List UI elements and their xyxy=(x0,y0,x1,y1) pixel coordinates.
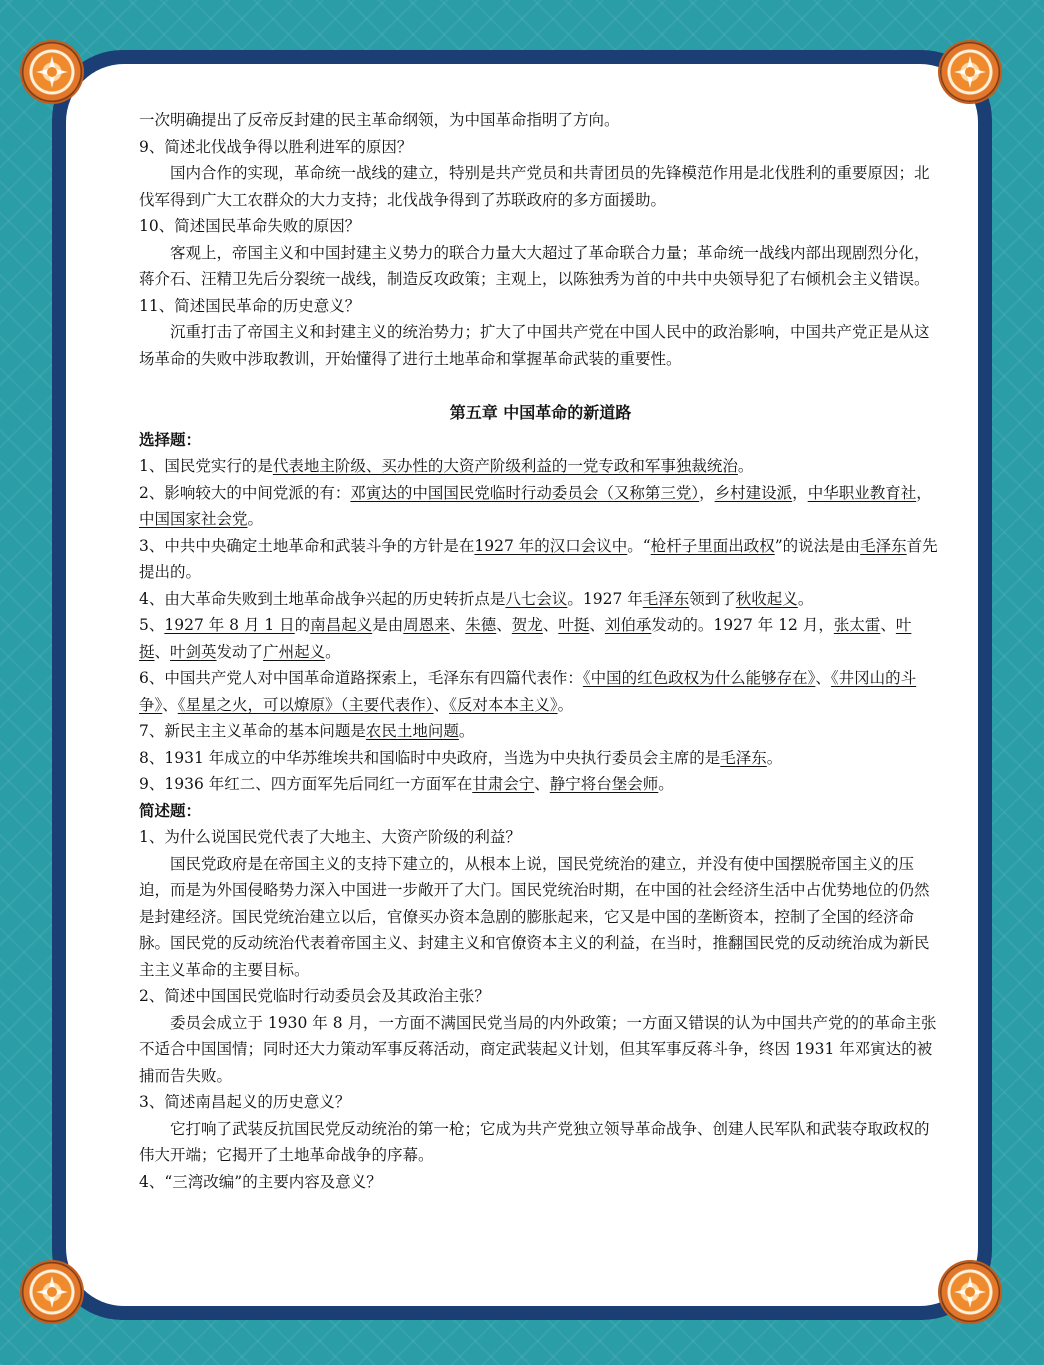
choice-item-7: 7、新民主主义革命的基本问题是农民土地问题。 xyxy=(139,722,475,740)
choice-item-3: 3、中共中央确定土地革命和武装斗争的方针是在1927 年的汉口会议中。“枪杆子里面出政权”的说法是由毛泽东首先提出的。 xyxy=(139,536,938,581)
chapter-title: 第五章 中国革命的新道路 xyxy=(449,403,632,422)
question: 3、简述南昌起义的历史意义？ xyxy=(139,1093,351,1111)
question: 2、简述中国国民党临时行动委员会及其政治主张？ xyxy=(139,987,490,1005)
choice-item-2: 2、影响较大的中间党派的有：邓寅达的中国国民党临时行动委员会（又称第三党），乡村建设派，中华职业教育社，中国国家社会党。 xyxy=(139,483,932,528)
answer: 沉重打击了帝国主义和封建主义的统治势力；扩大了中国共产党在中国人民中的政治影响，中国共产党正是从这场革命的失败中涉取教训，开始懂得了进行土地革命和掌握革命武装的重要性。 xyxy=(139,323,930,368)
section-heading: 简述题： xyxy=(139,800,202,820)
paragraph: 一次明确提出了反帝反封建的民主革命纲领，为中国革命指明了方向。 xyxy=(139,111,620,129)
answer: 国民党政府是在帝国主义的支持下建立的，从根本上说，国民党统治的建立，并没有使中国摆脱帝国主义的压迫，而是为外国侵略势力深入中国进一步敞开了大门。国民党统治时期，在中国的社会经济生活中占优势地位的仍然是封建经济。国民党统治建立以后，官僚买办资本急剧的膨胀起来，它又是中国的垄断资本，控制了全国的经济命脉。国民党的反动统治代表着帝国主义、封建主义和官僚资本主义的利益，在当时，推翻国民党的反动统治成为新民主主义革命的主要目标。 xyxy=(139,854,930,979)
corner-medallion-icon xyxy=(940,1262,1000,1322)
choice-item-1: 1、国民党实行的是代表地主阶级、买办性的大资产阶级利益的一党专政和军事独裁统治。 xyxy=(139,457,754,475)
corner-medallion-icon xyxy=(940,42,1000,102)
question: 10、简述国民革命失败的原因？ xyxy=(139,217,361,235)
choice-item-6: 6、中国共产党人对中国革命道路探索上，毛泽东有四篇代表作：《中国的红色政权为什么能够存在》、《井冈山的斗争》、《星星之火，可以燎原》（主要代表作）、《反对本本主义》。 xyxy=(139,669,917,714)
corner-medallion-icon xyxy=(22,1262,82,1322)
answer: 客观上，帝国主义和中国封建主义势力的联合力量大大超过了革命联合力量；革命统一战线内部出现剧烈分化，蒋介石、汪精卫先后分裂统一战线，制造反攻政策；主观上，以陈独秀为首的中共中央领导犯了右倾机会主义错误。 xyxy=(139,243,930,288)
document-body xyxy=(139,107,942,1195)
question: 9、简述北伐战争得以胜利进军的原因？ xyxy=(139,137,413,156)
choice-item-4: 4、由大革命失败到土地革命战争兴起的历史转折点是八七会议。1927 年毛泽东领到了秋收起义。 xyxy=(139,589,814,608)
section-heading: 选择题： xyxy=(139,429,202,449)
corner-medallion-icon xyxy=(22,42,82,102)
answer: 它打响了武装反抗国民党反动统治的第一枪；它成为共产党独立领导革命战争、创建人民军队和武装夺取政权的伟大开端；它揭开了土地革命战争的序幕。 xyxy=(139,1119,930,1164)
question: 4、“三湾改编”的主要内容及意义？ xyxy=(139,1172,382,1191)
question: 1、为什么说国民党代表了大地主、大资产阶级的利益？ xyxy=(139,828,521,846)
choice-item-9: 9、1936 年红二、四方面军先后同红一方面军在甘肃会宁、静宁将台堡会师。 xyxy=(139,775,674,793)
answer: 国内合作的实现，革命统一战线的建立，特别是共产党员和共青团员的先锋模范作用是北伐胜利的重要原因；北伐军得到广大工农群众的大力支持；北伐战争得到了苏联政府的多方面援助。 xyxy=(139,164,930,209)
choice-item-5: 5、1927 年 8 月 1 日的南昌起义是由周恩来、朱德、贺龙、叶挺、刘伯承发动的。1927 年 12 月，张太雷、叶挺、叶剑英发动了广州起义。 xyxy=(139,616,912,661)
answer: 委员会成立于 1930 年 8 月，一方面不满国民党当局的内外政策；一方面又错误的认为中国共产党的的革命主张不适合中国国情；同时还大力策动军事反蒋活动，商定武装起义计划，但其军事反蒋斗争，终因 1931 年邓寅达的被捕而告失败。 xyxy=(139,1013,937,1085)
question: 11、简述国民革命的历史意义？ xyxy=(139,296,361,315)
choice-item-8: 8、1931 年成立的中华苏维埃共和国临时中央政府，当选为中央执行委员会主席的是毛泽东。 xyxy=(139,748,783,767)
